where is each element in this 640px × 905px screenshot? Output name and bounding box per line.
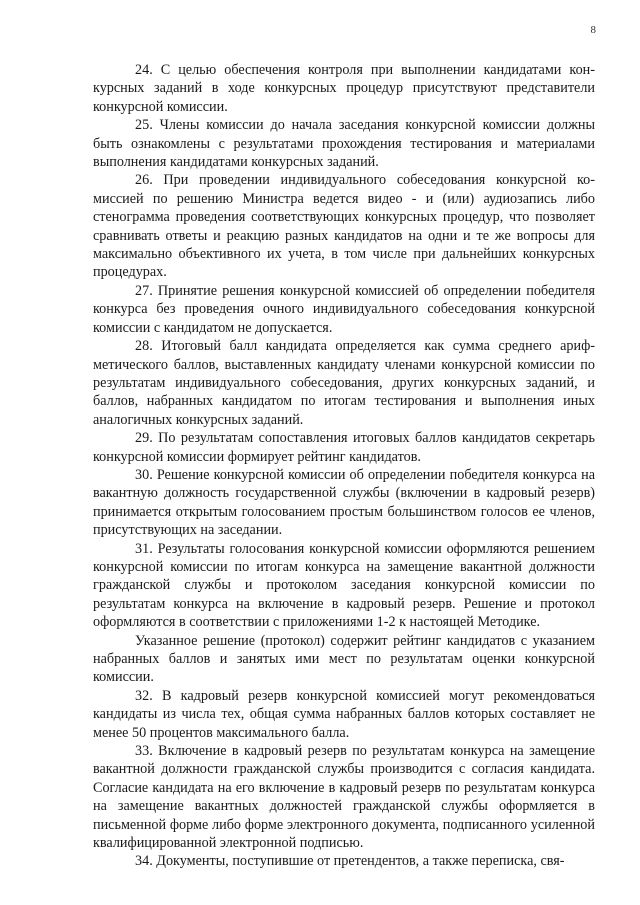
paragraph-30: 30. Решение конкурсной комиссии об определении победителя конкурса на вакантную должность государственной службы (включении в кадровый резерв) принимается открытым голосованием простым большинством голосов ее членов, присутствующих на заседании. — [93, 466, 595, 539]
paragraph-27: 27. Принятие решения конкурсной комиссией об определении победителя конкурса без проведения очного индивидуального собеседования конкурсной комиссии с кандидатом не допускается. — [93, 282, 595, 336]
paragraph-31: 31. Результаты голосования конкурсной комиссии оформляются решением конкурсной комиссии по итогам конкурса на замещение вакантной должности гражданской службы и протоколом заседания конкурсной комиссии по результатам конкурса на включение в кадровый резерв. Решение и протокол оформляются в соответствии с приложениями 1-2 к настоящей Методике. — [93, 540, 595, 631]
paragraph-24: 24. С целью обеспечения контроля при выполнении кандидатами конкурсных заданий в ходе конкурсных процедур присутствуют представители конкурсной комиссии. — [93, 62, 595, 115]
paragraph-34: 34. Документы, поступившие от претендентов, а также переписка, свя- — [135, 853, 565, 870]
document-body — [93, 61, 595, 871]
paragraph-33: 33. Включение в кадровый резерв по результатам конкурса на замещение вакантной должности гражданской службы производится с согласия кандидата. Согласие кандидата на его включение в кадровый резерв по результатам конкурса на замещение вакантных должностей гражданской службы оформляется в письменной форме либо форме электронного документа, подписанного усиленной квалифицированной электронной подписью. — [93, 743, 595, 852]
paragraph-31-note: Указанное решение (протокол) содержит рейтинг кандидатов с указанием набранных баллов и занятых ими мест по результатам оценки конкурсной комиссии. — [93, 632, 595, 686]
paragraph-28: 28. Итоговый балл кандидата определяется как сумма среднего арифметического баллов, выставленных кандидату членами конкурсной комиссии по результатам индивидуального собеседования, других конкурсных заданий, и баллов, набранных кандидатом по итогам тестирования и выполнения иных аналогичных конкурсных заданий. — [93, 338, 595, 428]
page-number: 8 — [590, 24, 596, 36]
paragraph-29: 29. По результатам сопоставления итоговых баллов кандидатов секретарь конкурсной комиссии формирует рейтинг кандидатов. — [93, 430, 595, 465]
paragraph-32: 32. В кадровый резерв конкурсной комиссией могут рекомендоваться кандидаты из числа тех, общая сумма набранных баллов которых составляет не менее 50 процентов максимального балла. — [93, 687, 595, 741]
paragraph-26: 26. При проведении индивидуального собеседования конкурсной комиссией по решению Министра ведется видео - и (или) аудиозапись либо стенограмма проведения соответствующих конкурсных процедур, что позволяет сравнивать ответы и реакцию разных кандидатов на одни и те же вопросы для максимально объективного их учета, в том числе при дальнейших конкурсных процедурах. — [93, 172, 595, 281]
paragraph-25: 25. Члены комиссии до начала заседания конкурсной комиссии должны быть ознакомлены с результатами прохождения тестирования и материалами выполнения кандидатами конкурсных заданий. — [93, 117, 595, 171]
